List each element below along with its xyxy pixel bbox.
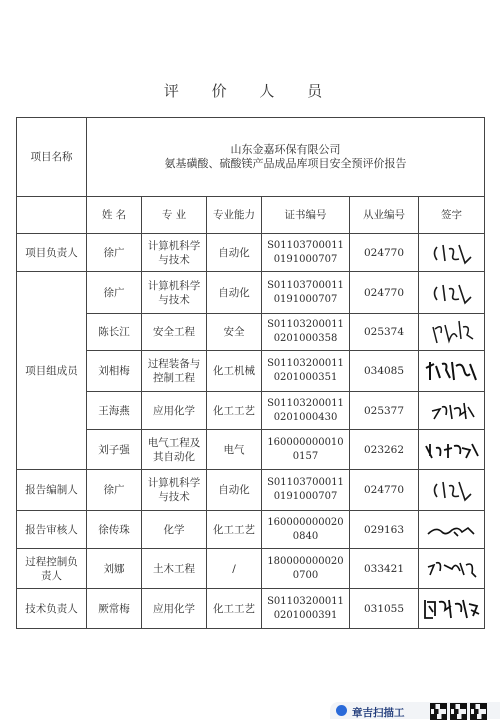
emp-cell: 025374	[350, 314, 419, 351]
signature-image	[426, 397, 478, 425]
signature-image	[421, 594, 483, 624]
cert-cell: 160000000020 0840	[262, 511, 350, 549]
cert-cell: S01103200011 0201000430	[262, 392, 350, 430]
cert-cell: S01103200011 0201000351	[262, 351, 350, 392]
table-row	[17, 351, 485, 392]
project-name-value	[87, 118, 485, 197]
ability-cell: 化工工艺	[207, 392, 262, 430]
table-row	[17, 314, 485, 351]
qr-code-icon	[450, 703, 467, 720]
table-row	[17, 470, 485, 511]
page-title: 评 价 人 员	[163, 82, 337, 100]
major-cell: 土木工程	[142, 549, 207, 589]
table-row	[17, 511, 485, 549]
scanner-watermark-text: 章吉扫描工	[352, 707, 405, 719]
name-cell: 徐广	[87, 234, 142, 272]
name-cell: 徐广	[87, 470, 142, 511]
scanner-logo-icon	[336, 705, 347, 716]
signature-cell	[419, 470, 485, 511]
scanner-watermark	[330, 702, 500, 719]
name-cell: 刘子强	[87, 430, 142, 470]
emp-cell: 029163	[350, 511, 419, 549]
emp-cell: 024770	[350, 470, 419, 511]
name-cell: 徐传珠	[87, 511, 142, 549]
ability-cell: 化工工艺	[207, 589, 262, 629]
name-cell: 厥常梅	[87, 589, 142, 629]
header-signature: 签字	[419, 197, 485, 234]
emp-cell: 023262	[350, 430, 419, 470]
emp-cell: 034085	[350, 351, 419, 392]
header-cert: 证书编号	[262, 197, 350, 234]
major-cell: 安全工程	[142, 314, 207, 351]
signature-cell	[419, 589, 485, 629]
emp-cell: 033421	[350, 549, 419, 589]
project-company: 山东金嘉环保有限公司	[230, 143, 341, 156]
role-cell: 报告编制人	[17, 470, 87, 511]
role-cell: 项目组成员	[17, 272, 87, 470]
signature-cell	[419, 272, 485, 314]
role-cell: 过程控制负 责人	[17, 549, 87, 589]
ability-cell: 安全	[207, 314, 262, 351]
signature-cell	[419, 351, 485, 392]
cert-cell: S01103700011 0191000707	[262, 470, 350, 511]
emp-cell: 024770	[350, 234, 419, 272]
emp-cell: 024770	[350, 272, 419, 314]
role-cell: 技术负责人	[17, 589, 87, 629]
table-row	[17, 272, 485, 314]
header-name: 姓 名	[87, 197, 142, 234]
header-blank	[17, 197, 87, 234]
ability-cell: 自动化	[207, 272, 262, 314]
header-major: 专 业	[142, 197, 207, 234]
major-cell: 应用化学	[142, 589, 207, 629]
project-report-title: 氨基磺酸、硫酸镁产品成品库项目安全预评价报告	[164, 157, 407, 170]
table-row	[17, 549, 485, 589]
major-cell: 化学	[142, 511, 207, 549]
ability-cell: 自动化	[207, 234, 262, 272]
cert-cell: S01103200011 0201000391	[262, 589, 350, 629]
qr-code-icon	[430, 703, 447, 720]
cert-cell: S01103200011 0201000358	[262, 314, 350, 351]
emp-cell: 031055	[350, 589, 419, 629]
major-cell: 应用化学	[142, 392, 207, 430]
role-cell: 项目负责人	[17, 234, 87, 272]
name-cell: 徐广	[87, 272, 142, 314]
signature-image	[429, 239, 475, 267]
signature-image	[427, 317, 477, 347]
table-row	[17, 430, 485, 470]
table-row	[17, 392, 485, 430]
ability-cell: 化工机械	[207, 351, 262, 392]
emp-cell: 025377	[350, 392, 419, 430]
header-emp: 从业编号	[350, 197, 419, 234]
ability-cell: 电气	[207, 430, 262, 470]
signature-cell	[419, 549, 485, 589]
cert-cell: S01103700011 0191000707	[262, 234, 350, 272]
cert-cell: S01103700011 0191000707	[262, 272, 350, 314]
ability-cell: 化工工艺	[207, 511, 262, 549]
signature-image	[429, 279, 475, 307]
header-ability: 专业能力	[207, 197, 262, 234]
major-cell: 计算机科学 与技术	[142, 234, 207, 272]
signature-image	[424, 555, 480, 583]
signature-image	[424, 518, 480, 542]
signature-cell	[419, 234, 485, 272]
signature-cell	[419, 314, 485, 351]
name-cell: 刘相梅	[87, 351, 142, 392]
major-cell: 计算机科学 与技术	[142, 470, 207, 511]
ability-cell: /	[207, 549, 262, 589]
cert-cell: 160000000010 0157	[262, 430, 350, 470]
signature-cell	[419, 511, 485, 549]
project-name-label: 项目名称	[17, 118, 87, 197]
signature-image	[429, 476, 475, 504]
ability-cell: 自动化	[207, 470, 262, 511]
cert-cell: 180000000020 0700	[262, 549, 350, 589]
table-row	[17, 589, 485, 629]
role-cell: 报告审核人	[17, 511, 87, 549]
signature-image	[422, 356, 482, 386]
name-cell: 陈长江	[87, 314, 142, 351]
major-cell: 过程装备与 控制工程	[142, 351, 207, 392]
major-cell: 电气工程及 其自动化	[142, 430, 207, 470]
evaluator-table	[16, 117, 485, 629]
qr-code-icon	[470, 703, 487, 720]
table-row	[17, 234, 485, 272]
major-cell: 计算机科学 与技术	[142, 272, 207, 314]
name-cell: 王海燕	[87, 392, 142, 430]
signature-cell	[419, 392, 485, 430]
signature-cell	[419, 430, 485, 470]
name-cell: 刘娜	[87, 549, 142, 589]
signature-image	[422, 436, 482, 464]
